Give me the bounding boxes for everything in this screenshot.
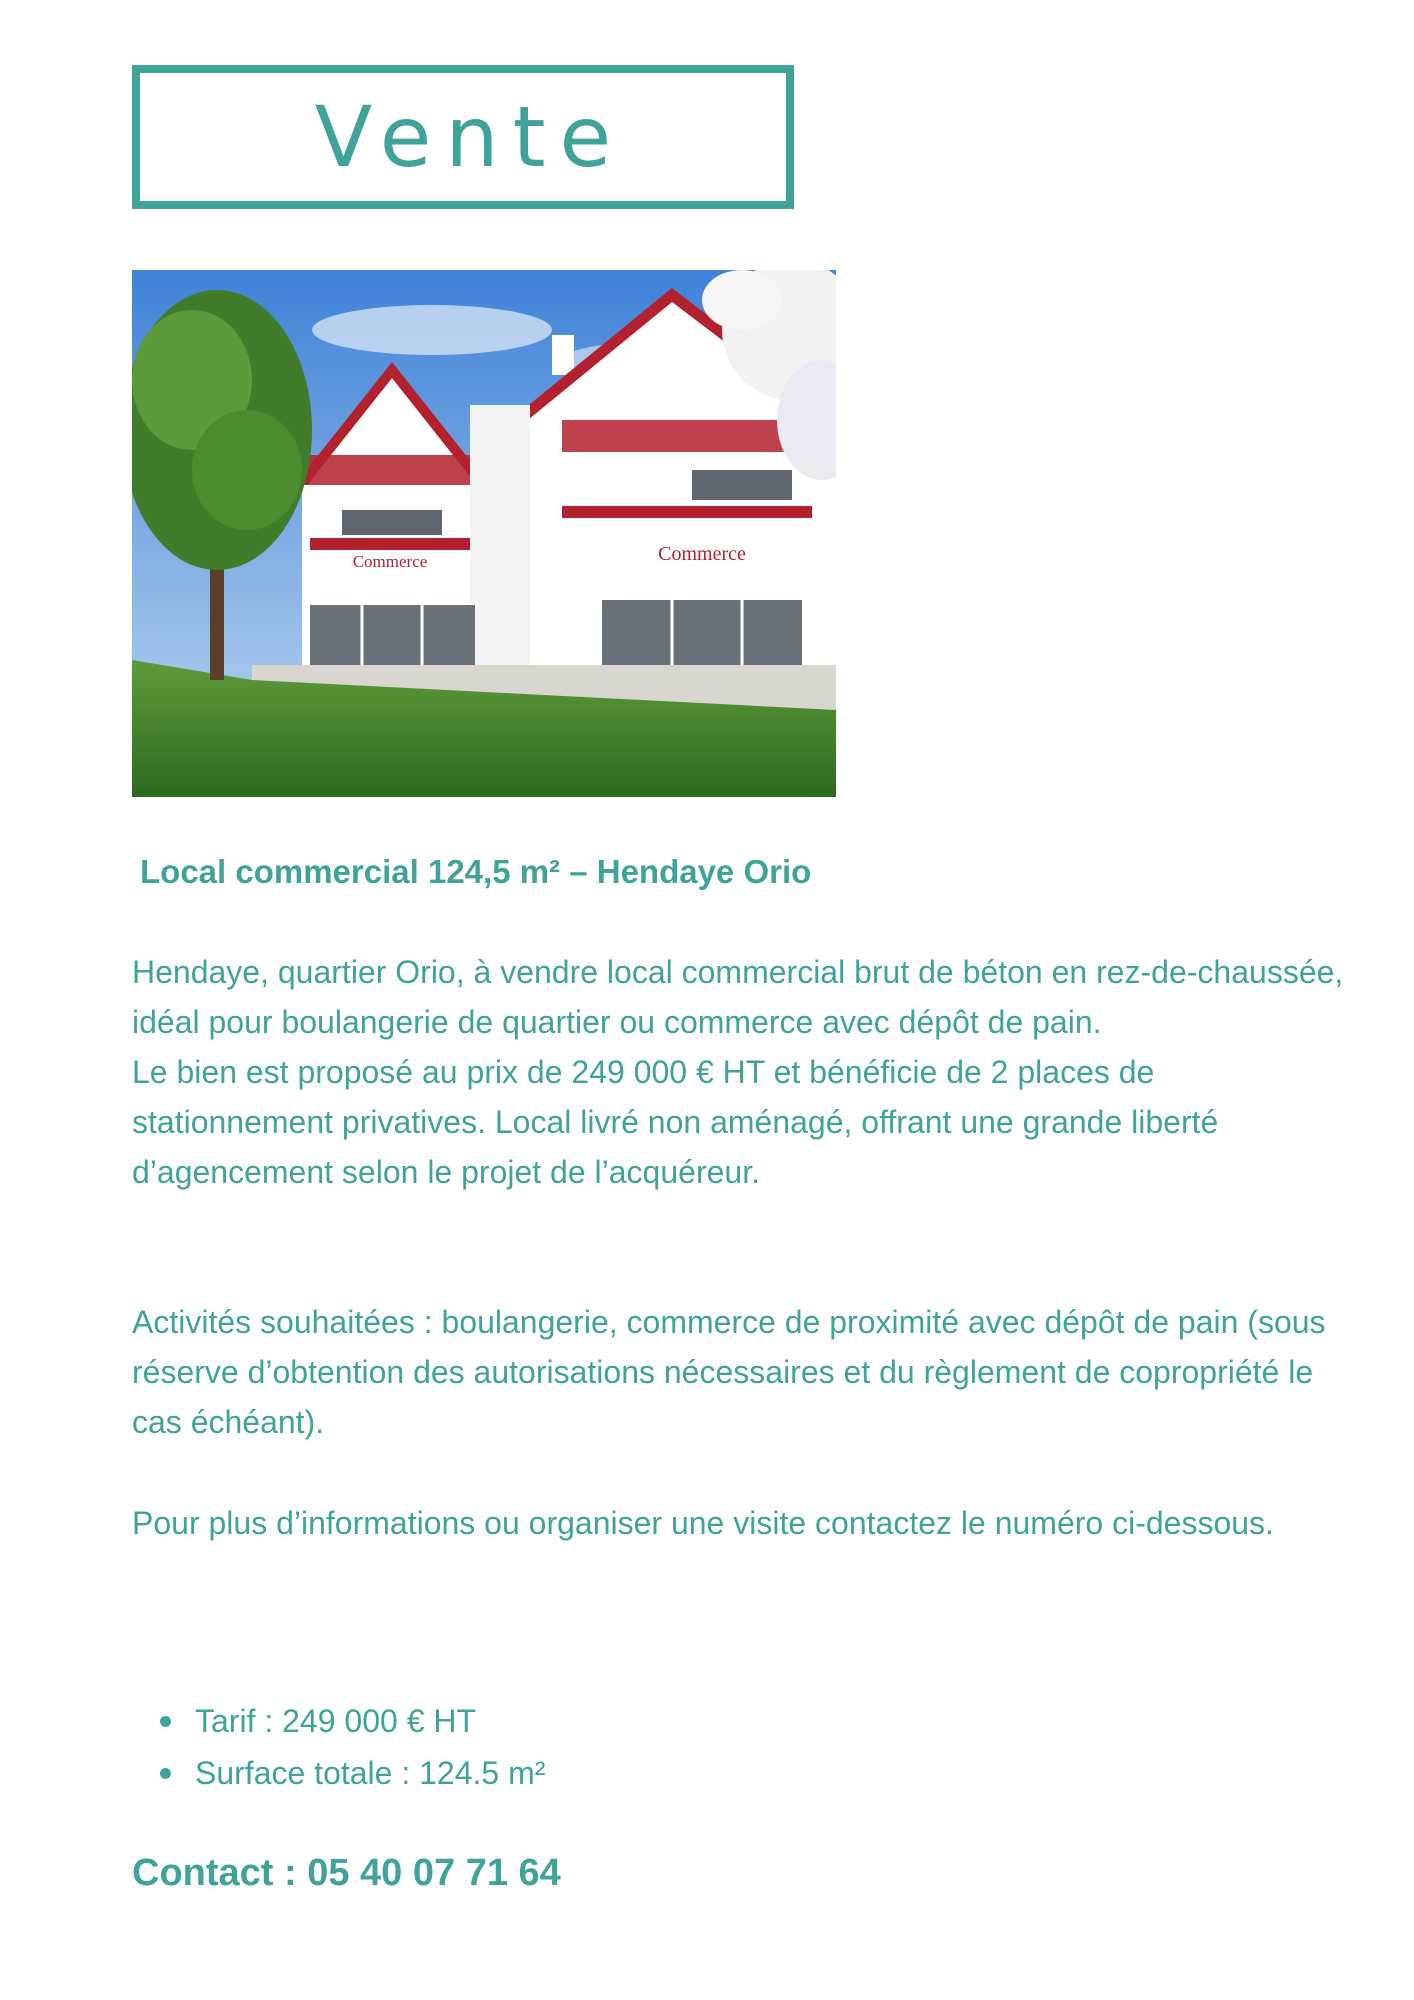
details-list	[132, 1695, 545, 1799]
sign-right: Commerce	[658, 543, 746, 565]
description-line-2: Le bien est proposé au prix de 249 000 € HT et bénéficie de 2 places de stationnement privatives. Local livré non aménagé, offrant une grande liberté d’agencement selon le projet de l’acquéreur.	[132, 1054, 1219, 1190]
title-box	[132, 65, 794, 209]
property-photo	[132, 270, 836, 797]
description-line-1: Hendaye, quartier Orio, à vendre local commercial brut de béton en rez-de-chaussée, idéal pour boulangerie de quartier ou commerce avec dépôt de pain.	[132, 954, 1344, 1040]
sign-left: Commerce	[352, 552, 428, 571]
listing-heading: Local commercial 124,5 m² – Hendaye Orio	[140, 853, 812, 890]
activities-paragraph: Activités souhaitées : boulangerie, commerce de proximité avec dépôt de pain (sous réserve d’obtention des autorisations nécessaires et du règlement de copropriété le cas échéant).	[132, 1304, 1326, 1440]
list-item-price: Tarif : 249 000 € HT	[132, 1695, 545, 1747]
contact-paragraph: Pour plus d’informations ou organiser une visite contactez le numéro ci-dessous.	[132, 1505, 1274, 1541]
contact-phone[interactable]: Contact : 05 40 07 71 64	[132, 1852, 561, 1894]
description-paragraph	[132, 947, 1352, 1197]
list-item-surface: Surface totale : 124.5 m²	[132, 1747, 545, 1799]
page-title: Vente	[314, 88, 626, 186]
